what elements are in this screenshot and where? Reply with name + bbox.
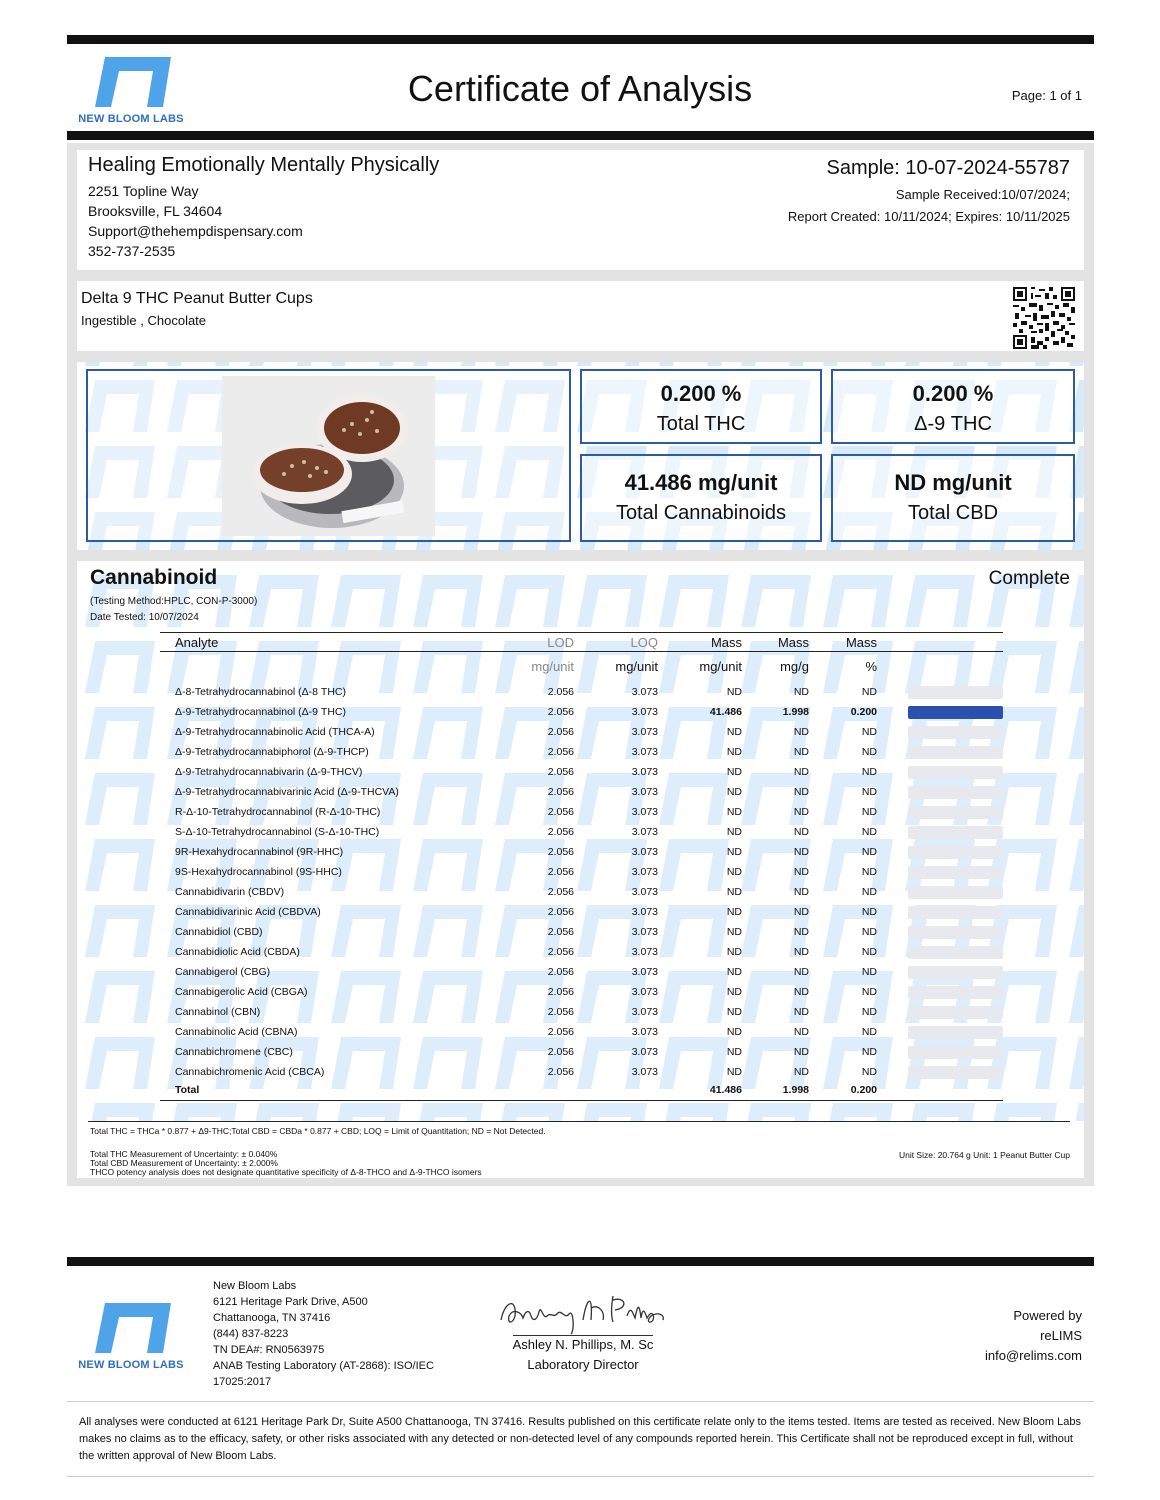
analyte-mass-mg-g: ND bbox=[793, 1026, 809, 1038]
analyte-mass-mg-g: ND bbox=[793, 986, 809, 998]
analyte-mass-pct: ND bbox=[861, 1046, 877, 1058]
analyte-mass-mg-unit: ND bbox=[726, 766, 742, 778]
total-cannabinoids-value: 41.486 mg/unit bbox=[624, 470, 778, 495]
analyte-lod: 2.056 bbox=[547, 966, 574, 978]
col-mass-mg-unit: Mass bbox=[710, 635, 742, 650]
thco-note: THCO potency analysis does not designate quantitative specificity of Δ-8-THCO and Δ-9-THCO isomers bbox=[90, 1167, 482, 1177]
analyte-level-bar bbox=[908, 786, 1003, 799]
analyte-level-bar bbox=[908, 706, 1003, 719]
analyte-mass-mg-g: ND bbox=[793, 786, 809, 798]
table-row bbox=[160, 1022, 1003, 1042]
analyte-level-bar bbox=[908, 906, 1003, 919]
analyte-level-bar bbox=[908, 986, 1003, 999]
cannabinoid-title: Cannabinoid bbox=[90, 566, 218, 589]
col-mass-pct: Mass bbox=[845, 635, 877, 650]
analyte-level-bar bbox=[908, 1026, 1003, 1039]
analyte-mass-pct: ND bbox=[861, 1006, 877, 1018]
analyte-lod: 2.056 bbox=[547, 786, 574, 798]
analyte-level-bar bbox=[908, 746, 1003, 759]
sample-received: Sample Received:10/07/2024; bbox=[895, 187, 1070, 202]
analyte-name: S-Δ-10-Tetrahydrocannabinol (S-Δ-10-THC) bbox=[175, 826, 380, 838]
unit-size: Unit Size: 20.764 g Unit: 1 Peanut Butter Cup bbox=[898, 1150, 1070, 1160]
analyte-mass-mg-g: ND bbox=[793, 866, 809, 878]
analyte-loq: 3.073 bbox=[631, 786, 658, 798]
analyte-name: Δ-9-Tetrahydrocannabivarinic Acid (Δ-9-THCVA) bbox=[175, 786, 399, 798]
lab-name: New Bloom Labs bbox=[213, 1280, 297, 1292]
thc-uncertainty: Total THC Measurement of Uncertainty: ± 0.040% bbox=[90, 1149, 278, 1159]
analyte-mass-pct: ND bbox=[861, 786, 877, 798]
analyte-mass-pct: ND bbox=[861, 946, 877, 958]
analyte-name: Cannabidiol (CBD) bbox=[175, 926, 263, 938]
unit-mass-pct: % bbox=[865, 659, 877, 674]
total-thc-label: Total THC bbox=[656, 413, 746, 435]
table-row bbox=[160, 682, 1003, 702]
analyte-level-bar bbox=[908, 1046, 1003, 1059]
analyte-mass-mg-unit: ND bbox=[726, 986, 742, 998]
analyte-mass-mg-g: ND bbox=[793, 1046, 809, 1058]
analyte-mass-pct: ND bbox=[861, 726, 877, 738]
analyte-mass-pct: ND bbox=[861, 906, 877, 918]
analyte-mass-mg-unit: ND bbox=[726, 1026, 742, 1038]
analyte-loq: 3.073 bbox=[631, 1066, 658, 1078]
analyte-mass-mg-g: ND bbox=[793, 766, 809, 778]
analyte-level-bar bbox=[908, 866, 1003, 879]
analyte-mass-mg-unit: ND bbox=[726, 1066, 742, 1078]
analyte-mass-pct: ND bbox=[861, 766, 877, 778]
analyte-mass-mg-unit: ND bbox=[726, 746, 742, 758]
analyte-name: Cannabigerol (CBG) bbox=[175, 966, 271, 978]
table-row bbox=[160, 822, 1003, 842]
analyte-name: Cannabidivarin (CBDV) bbox=[175, 886, 285, 898]
analyte-loq: 3.073 bbox=[631, 706, 658, 718]
report-dates: Report Created: 10/11/2024; Expires: 10/11/2025 bbox=[787, 209, 1070, 224]
analyte-mass-mg-unit: ND bbox=[726, 886, 742, 898]
analyte-level-bar bbox=[908, 806, 1003, 819]
analyte-lod: 2.056 bbox=[547, 746, 574, 758]
analyte-mass-mg-g: ND bbox=[793, 1066, 809, 1078]
analyte-mass-mg-unit: ND bbox=[726, 866, 742, 878]
col-mass-mg-g: Mass bbox=[777, 635, 809, 650]
footer-lab-logo-text: NEW BLOOM LABS bbox=[78, 1359, 184, 1371]
analyte-lod: 2.056 bbox=[547, 686, 574, 698]
table-row bbox=[160, 1062, 1003, 1082]
analyte-mass-mg-g: ND bbox=[793, 846, 809, 858]
testing-method: (Testing Method:HPLC, CON-P-3000) bbox=[90, 596, 258, 607]
analyte-loq: 3.073 bbox=[631, 986, 658, 998]
total-cannabinoids-label: Total Cannabinoids bbox=[615, 502, 787, 524]
total-cbd-label: Total CBD bbox=[907, 502, 999, 524]
analyte-name: Cannabidivarinic Acid (CBDVA) bbox=[175, 906, 321, 918]
analyte-lod: 2.056 bbox=[547, 706, 574, 718]
analyte-loq: 3.073 bbox=[631, 826, 658, 838]
total-label: Total bbox=[175, 1084, 200, 1096]
analyte-mass-pct: ND bbox=[861, 746, 877, 758]
analyte-lod: 2.056 bbox=[547, 1006, 574, 1018]
d9-thc-card bbox=[831, 369, 1075, 444]
product-type: Ingestible , Chocolate bbox=[81, 313, 207, 328]
date-tested: Date Tested: 10/07/2024 bbox=[90, 612, 199, 623]
table-row bbox=[160, 902, 1003, 922]
col-lod: LOD bbox=[547, 635, 574, 650]
analyte-loq: 3.073 bbox=[631, 806, 658, 818]
signature-line bbox=[513, 1335, 653, 1336]
analyte-mass-mg-g: ND bbox=[793, 946, 809, 958]
unit-mass-mg-unit: mg/unit bbox=[699, 659, 742, 674]
footer-mid-rule bbox=[67, 1401, 1094, 1402]
client-name: Healing Emotionally Mentally Physically bbox=[88, 154, 440, 176]
analyte-lod: 2.056 bbox=[547, 866, 574, 878]
total-cannabinoids-card bbox=[580, 454, 822, 542]
unit-lod: mg/unit bbox=[531, 659, 574, 674]
analyte-level-bar bbox=[908, 826, 1003, 839]
analyte-mass-mg-unit: ND bbox=[726, 726, 742, 738]
analyte-loq: 3.073 bbox=[631, 686, 658, 698]
analyte-level-bar bbox=[908, 1006, 1003, 1019]
table-body bbox=[160, 682, 1003, 1082]
lab-dea: TN DEA#: RN0563975 bbox=[213, 1344, 325, 1356]
table-row bbox=[160, 882, 1003, 902]
formula-note: Total THC = THCa * 0.877 + Δ9-THC;Total CBD = CBDa * 0.877 + CBD; LOQ = Limit of Quantitation; ND = Not Detected. bbox=[90, 1126, 546, 1136]
sample-photo bbox=[222, 376, 435, 536]
analyte-loq: 3.073 bbox=[631, 946, 658, 958]
analyte-name: Δ-8-Tetrahydrocannabinol (Δ-8 THC) bbox=[175, 686, 347, 698]
analyte-name: Cannabinol (CBN) bbox=[175, 1006, 261, 1018]
client-phone: 352-737-2535 bbox=[88, 243, 176, 259]
total-mass-pct: 0.200 bbox=[850, 1084, 877, 1096]
col-analyte: Analyte bbox=[175, 635, 219, 650]
cannabinoid-status: Complete bbox=[988, 568, 1070, 589]
analyte-mass-pct: ND bbox=[861, 826, 877, 838]
lab-address1: 6121 Heritage Park Drive, A500 bbox=[213, 1296, 368, 1308]
analyte-mass-mg-g: ND bbox=[793, 1006, 809, 1018]
analyte-lod: 2.056 bbox=[547, 806, 574, 818]
analyte-level-bar bbox=[908, 966, 1003, 979]
product-name: Delta 9 THC Peanut Butter Cups bbox=[81, 290, 313, 307]
analyte-name: Cannabinolic Acid (CBNA) bbox=[175, 1026, 298, 1038]
analyte-lod: 2.056 bbox=[547, 826, 574, 838]
analyte-mass-mg-g: ND bbox=[793, 886, 809, 898]
analyte-mass-pct: ND bbox=[861, 1026, 877, 1038]
analyte-name: 9S-Hexahydrocannabinol (9S-HHC) bbox=[175, 866, 342, 878]
table-row bbox=[160, 702, 1003, 722]
analyte-mass-mg-unit: ND bbox=[726, 926, 742, 938]
analyte-level-bar bbox=[908, 686, 1003, 699]
director-name: Ashley N. Phillips, M. Sc bbox=[512, 1337, 654, 1352]
analyte-loq: 3.073 bbox=[631, 1006, 658, 1018]
total-mass-mg-unit: 41.486 bbox=[709, 1084, 742, 1096]
analyte-level-bar bbox=[908, 926, 1003, 939]
analyte-mass-mg-g: ND bbox=[793, 746, 809, 758]
analyte-lod: 2.056 bbox=[547, 926, 574, 938]
analyte-mass-pct: ND bbox=[861, 926, 877, 938]
analyte-name: Cannabichromene (CBC) bbox=[175, 1046, 293, 1058]
analyte-loq: 3.073 bbox=[631, 846, 658, 858]
cannabinoid-table bbox=[160, 632, 1003, 1101]
analyte-mass-pct: ND bbox=[861, 866, 877, 878]
table-bottom-rule bbox=[160, 1100, 1003, 1101]
analyte-lod: 2.056 bbox=[547, 1026, 574, 1038]
unit-mass-mg-g: mg/g bbox=[780, 659, 809, 674]
analyte-level-bar bbox=[908, 766, 1003, 779]
analyte-name: 9R-Hexahydrocannabinol (9R-HHC) bbox=[175, 846, 344, 858]
table-row bbox=[160, 922, 1003, 942]
analyte-name: Δ-9-Tetrahydrocannabiphorol (Δ-9-THCP) bbox=[175, 746, 369, 758]
powered-by-block bbox=[985, 1306, 1082, 1366]
analyte-loq: 3.073 bbox=[631, 886, 658, 898]
footer-lab-logo bbox=[76, 1303, 186, 1371]
powered-by-email: info@relims.com bbox=[985, 1348, 1082, 1363]
analyte-name: Δ-9-Tetrahydrocannabivarin (Δ-9-THCV) bbox=[175, 766, 363, 778]
analyte-lod: 2.056 bbox=[547, 886, 574, 898]
analyte-loq: 3.073 bbox=[631, 866, 658, 878]
analyte-level-bar bbox=[908, 946, 1003, 959]
footer-bottom-rule bbox=[67, 1476, 1094, 1477]
analyte-mass-mg-unit: 41.486 bbox=[709, 706, 742, 718]
sample-id: Sample: 10-07-2024-55787 bbox=[826, 157, 1070, 179]
analyte-mass-pct: 0.200 bbox=[850, 706, 877, 718]
analyte-mass-mg-g: 1.998 bbox=[782, 706, 809, 718]
header-bottom-rule bbox=[67, 131, 1094, 140]
analyte-loq: 3.073 bbox=[631, 1046, 658, 1058]
table-row bbox=[160, 862, 1003, 882]
analyte-mass-mg-unit: ND bbox=[726, 786, 742, 798]
header-top-rule bbox=[67, 35, 1094, 44]
analyte-mass-pct: ND bbox=[861, 986, 877, 998]
analyte-lod: 2.056 bbox=[547, 726, 574, 738]
analyte-mass-mg-unit: ND bbox=[726, 906, 742, 918]
notes-divider bbox=[88, 1121, 1070, 1122]
analyte-name: R-Δ-10-Tetrahydrocannabinol (R-Δ-10-THC) bbox=[175, 806, 381, 818]
analyte-level-bar bbox=[908, 726, 1003, 739]
analyte-mass-mg-unit: ND bbox=[726, 826, 742, 838]
total-thc-card bbox=[580, 369, 822, 444]
analyte-lod: 2.056 bbox=[547, 946, 574, 958]
total-cbd-value: ND mg/unit bbox=[894, 470, 1012, 495]
table-row bbox=[160, 842, 1003, 862]
unit-loq: mg/unit bbox=[615, 659, 658, 674]
analyte-mass-pct: ND bbox=[861, 686, 877, 698]
analyte-loq: 3.073 bbox=[631, 966, 658, 978]
table-row bbox=[160, 942, 1003, 962]
page-number: Page: 1 of 1 bbox=[1011, 88, 1082, 103]
client-address-line2: Brooksville, FL 34604 bbox=[88, 203, 223, 219]
lab-phone: (844) 837-8223 bbox=[213, 1328, 289, 1340]
table-units bbox=[160, 652, 1003, 682]
analyte-mass-mg-unit: ND bbox=[726, 966, 742, 978]
total-cbd-card bbox=[831, 454, 1075, 542]
analyte-loq: 3.073 bbox=[631, 1026, 658, 1038]
analyte-mass-mg-unit: ND bbox=[726, 686, 742, 698]
lab-logo-text: NEW BLOOM LABS bbox=[78, 113, 184, 125]
table-row bbox=[160, 982, 1003, 1002]
lab-address2: Chattanooga, TN 37416 bbox=[213, 1312, 331, 1324]
total-mass-mg-g: 1.998 bbox=[782, 1084, 809, 1096]
table-row bbox=[160, 722, 1003, 742]
analyte-lod: 2.056 bbox=[547, 986, 574, 998]
table-row bbox=[160, 782, 1003, 802]
cbd-uncertainty: Total CBD Measurement of Uncertainty: ± 2.000% bbox=[90, 1158, 278, 1168]
footer-top-rule bbox=[67, 1257, 1094, 1266]
analyte-level-bar-fill bbox=[908, 706, 1003, 719]
footer-lab-logo-icon bbox=[91, 1303, 171, 1353]
table-row bbox=[160, 1002, 1003, 1022]
analyte-mass-mg-unit: ND bbox=[726, 846, 742, 858]
analyte-loq: 3.073 bbox=[631, 926, 658, 938]
analyte-lod: 2.056 bbox=[547, 906, 574, 918]
lab-address-block bbox=[213, 1278, 453, 1390]
analyte-loq: 3.073 bbox=[631, 746, 658, 758]
analyte-mass-mg-g: ND bbox=[793, 726, 809, 738]
analyte-mass-pct: ND bbox=[861, 806, 877, 818]
lab-anab: ANAB Testing Laboratory (AT-2868): ISO/IEC 17025:2017 bbox=[213, 1360, 434, 1388]
table-row bbox=[160, 762, 1003, 782]
analyte-mass-mg-unit: ND bbox=[726, 946, 742, 958]
col-loq: LOQ bbox=[630, 635, 658, 650]
analyte-name: Cannabigerolic Acid (CBGA) bbox=[175, 986, 308, 998]
table-total-row bbox=[160, 1082, 1003, 1100]
d9-thc-label: Δ-9 THC bbox=[914, 413, 992, 435]
table-header bbox=[160, 632, 1003, 652]
analyte-name: Δ-9-Tetrahydrocannabinol (Δ-9 THC) bbox=[175, 706, 347, 718]
analyte-lod: 2.056 bbox=[547, 1066, 574, 1078]
analyte-mass-mg-unit: ND bbox=[726, 806, 742, 818]
table-row bbox=[160, 1042, 1003, 1062]
analyte-level-bar bbox=[908, 1066, 1003, 1079]
analyte-mass-pct: ND bbox=[861, 966, 877, 978]
analyte-loq: 3.073 bbox=[631, 906, 658, 918]
client-email: Support@thehempdispensary.com bbox=[88, 223, 303, 239]
analyte-mass-pct: ND bbox=[861, 846, 877, 858]
disclaimer: All analyses were conducted at 6121 Heritage Park Dr, Suite A500 Chattanooga, TN 37416. Results published on this certificate relate only to the items tested. Items are tested as received. New Bloom Labs makes no claims as to the efficacy, safety, or other risks associated with any detected or non-detected level of any compounds reported herein. This Certificate shall not be reproduced except in full, without the written approval of New Bloom Labs. bbox=[79, 1416, 1081, 1462]
analyte-mass-mg-unit: ND bbox=[726, 1046, 742, 1058]
analyte-lod: 2.056 bbox=[547, 1046, 574, 1058]
analyte-lod: 2.056 bbox=[547, 846, 574, 858]
analyte-name: Cannabichromenic Acid (CBCA) bbox=[175, 1066, 325, 1078]
analyte-mass-mg-g: ND bbox=[793, 806, 809, 818]
analyte-level-bar bbox=[908, 886, 1003, 899]
director-role: Laboratory Director bbox=[527, 1357, 639, 1372]
table-row bbox=[160, 802, 1003, 822]
analyte-mass-mg-g: ND bbox=[793, 906, 809, 918]
analyte-name: Δ-9-Tetrahydrocannabinolic Acid (THCA-A) bbox=[175, 726, 375, 738]
qr-code bbox=[1013, 287, 1075, 349]
analyte-mass-mg-g: ND bbox=[793, 686, 809, 698]
table-row bbox=[160, 742, 1003, 762]
powered-by-name: reLIMS bbox=[1040, 1328, 1082, 1343]
analyte-mass-mg-g: ND bbox=[793, 966, 809, 978]
d9-thc-value: 0.200 % bbox=[912, 381, 994, 406]
analyte-mass-mg-g: ND bbox=[793, 826, 809, 838]
analyte-mass-mg-unit: ND bbox=[726, 1006, 742, 1018]
analyte-mass-pct: ND bbox=[861, 1066, 877, 1078]
analyte-level-bar bbox=[908, 846, 1003, 859]
analyte-loq: 3.073 bbox=[631, 766, 658, 778]
analyte-mass-mg-g: ND bbox=[793, 926, 809, 938]
client-address-line1: 2251 Topline Way bbox=[88, 183, 199, 199]
analyte-name: Cannabidiolic Acid (CBDA) bbox=[175, 946, 300, 958]
powered-by-label: Powered by bbox=[1013, 1308, 1082, 1323]
analyte-lod: 2.056 bbox=[547, 766, 574, 778]
analyte-mass-pct: ND bbox=[861, 886, 877, 898]
total-thc-value: 0.200 % bbox=[660, 381, 742, 406]
table-row bbox=[160, 962, 1003, 982]
analyte-loq: 3.073 bbox=[631, 726, 658, 738]
page-title: Certificate of Analysis bbox=[407, 68, 753, 109]
